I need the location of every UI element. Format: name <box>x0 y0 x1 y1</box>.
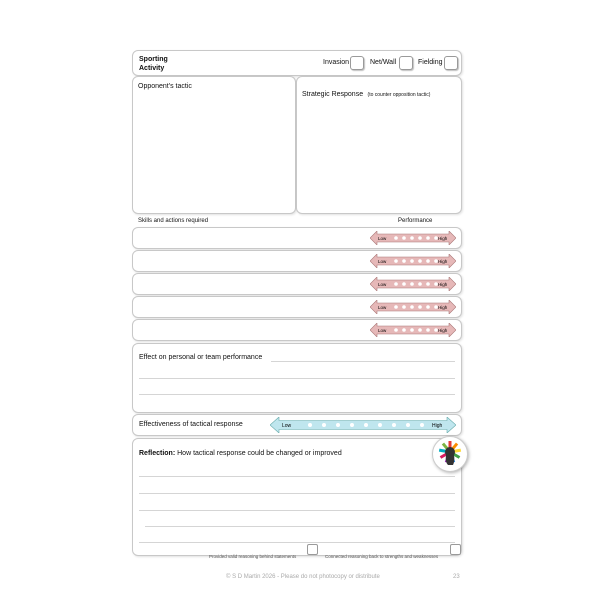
performance-label: Performance <box>398 218 433 224</box>
skill-row[interactable] <box>132 273 462 295</box>
scale-low: Low <box>378 328 387 333</box>
effect-title: Effect on personal or team performance <box>139 354 263 361</box>
skill-row[interactable] <box>132 296 462 318</box>
writing-line <box>139 378 455 379</box>
option-invasion-label: Invasion <box>323 59 350 66</box>
writing-line <box>139 394 455 395</box>
reflection-prompt: How tactical response could be changed or improved <box>177 450 342 457</box>
strategic-response-panel[interactable] <box>296 76 462 214</box>
effect-panel[interactable] <box>132 343 462 413</box>
writing-line <box>139 542 455 543</box>
scale-high: High <box>438 305 448 310</box>
reflection-heading <box>139 450 342 457</box>
scale-high: High <box>438 282 448 287</box>
sporting-activity-bar <box>132 50 462 76</box>
check-reasoning-label: Provided valid reasoning behind statements <box>209 554 297 559</box>
scale-low: Low <box>378 236 387 241</box>
performance-scale[interactable] <box>370 300 456 314</box>
effectiveness-bar[interactable] <box>132 414 462 436</box>
scale-low: Low <box>378 282 387 287</box>
brain-icon <box>432 436 468 472</box>
check-reasoning <box>209 545 296 563</box>
writing-line <box>139 510 455 511</box>
skill-row[interactable] <box>132 319 462 341</box>
opponent-tactic-title: Opponent's tactic <box>138 83 192 90</box>
opponent-tactic-panel[interactable] <box>132 76 296 214</box>
scale-high: High <box>438 259 448 264</box>
writing-line <box>139 476 455 477</box>
effectiveness-scale[interactable] <box>270 417 456 433</box>
performance-scale[interactable] <box>370 254 456 268</box>
strategic-response-subtitle: (to counter opposition tactic) <box>367 92 431 98</box>
sporting-activity-label: Sporting Activity <box>139 56 168 72</box>
skill-row[interactable] <box>132 227 462 249</box>
reflection-panel[interactable] <box>132 438 462 559</box>
strategic-response-heading <box>302 83 430 101</box>
netwall-checkbox[interactable] <box>399 56 413 70</box>
writing-line <box>139 493 455 494</box>
effectiveness-title: Effectiveness of tactical response <box>139 421 243 428</box>
page-number: 23 <box>453 574 460 580</box>
writing-line <box>145 526 455 527</box>
check-connected-label: Connected reasoning back to strengths and weaknesses <box>325 554 439 559</box>
check-connected-checkbox[interactable] <box>450 544 461 555</box>
fielding-checkbox[interactable] <box>444 56 458 70</box>
reflection-title: Reflection: <box>139 450 176 457</box>
scale-low: Low <box>378 305 387 310</box>
scale-high: High <box>438 236 448 241</box>
effectiveness-low: Low <box>282 423 292 429</box>
effectiveness-high: High <box>432 423 443 429</box>
scale-low: Low <box>378 259 387 264</box>
invasion-checkbox[interactable] <box>350 56 364 70</box>
option-netwall-label: Net/Wall <box>370 59 397 66</box>
copyright-footer: © S D Martin 2026 - Please do not photocopy or distribute <box>226 574 380 580</box>
scale-high: High <box>438 328 448 333</box>
skill-row[interactable] <box>132 250 462 272</box>
strategic-response-title: Strategic Response <box>302 91 364 98</box>
check-reasoning-checkbox[interactable] <box>307 544 318 555</box>
writing-line <box>271 361 455 362</box>
performance-scale[interactable] <box>370 323 456 337</box>
performance-scale[interactable] <box>370 231 456 245</box>
option-fielding-label: Fielding <box>418 59 443 66</box>
check-connected <box>325 545 438 563</box>
performance-scale[interactable] <box>370 277 456 291</box>
skills-label: Skills and actions required <box>138 218 209 224</box>
